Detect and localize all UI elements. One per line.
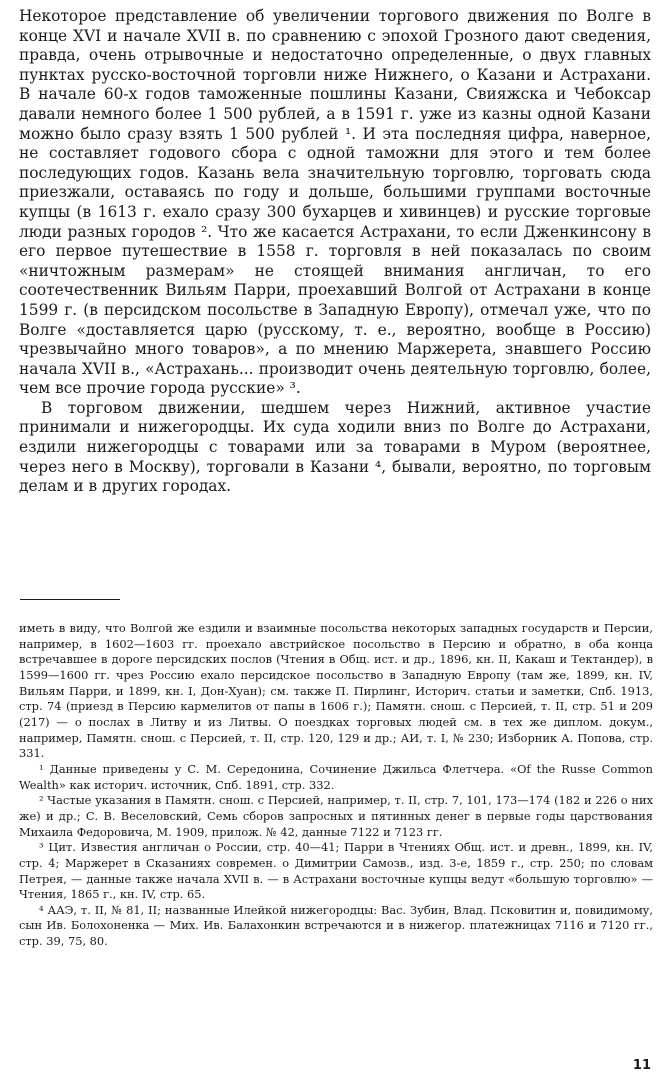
footnote-4: ⁴ ААЭ, т. II, № 81, II; названные Илейкой нижегородцы: Вас. Зубин, Влад. Псковитин и, повидимому, сын Ив. Болохоненка — Мих. Ив. Балахонкин встречаются и в нижегор. платежницах 7116 и 7120 гг., стр. 39, 75, 80. [19,902,653,949]
footnote-1: ¹ Данные приведены у С. М. Середонина, Сочинение Джильса Флетчера. «Of the Russe Common Wealth» как историч. источник, Спб. 1891, стр. 332. [19,761,653,792]
footnote-2: ² Частые указания в Памятн. снош. с Персией, например, т. II, стр. 7, 101, 173—174 (182 и 226 о них же) и др.; С. В. Веселовский, Семь сборов запросных и пятинных денег в первые годы царствования Михаила Федоровича, М. 1909, прилож. № 42, данные 7122 и 7123 гг. [19,793,653,839]
footnotes [19,621,653,950]
main-text [19,7,651,497]
paragraph-1: Некоторое представление об увеличении торгового движения по Волге в конце XVI и начале XVII в. по сравнению с эпохой Грозного дают сведения, правда, очень отрывочные и недостаточно определенные, о двух главных пунктах русско-восточной торговли ниже Нижнего, о Казани и Астрахани. В начале 60-х годов таможенные пошлины Казани, Свияжска и Чебоксар давали немного более 1 500 рублей, а в 1591 г. уже из казны одной Казани можно было сразу взять 1 500 рублей ¹. И эта последняя цифра, наверное, не составляет годового сбора с одной таможни для этого и тем более последующих годов. Казань вела значительную торговлю, торговать сюда приезжали, оставаясь по году и дольше, большими группами восточные купцы (в 1613 г. ехало сразу 300 бухарцев и хивинцев) и русские торговые люди разных городов ². Что же касается Астрахани, то если Дженкинсону в его первое путешествие в 1558 г. торговля в ней показалась по своим «ничтожным размерам» не стоящей внимания англичан, то его соотечественник Вильям Парри, проехавший Волгой от Астрахани в конце 1599 г. (в персидском посольстве в Западную Европу), отмечал уже, что по Волге «доставляется царю (русскому, т. е., вероятно, вообще в Россию) чрезвычайно много товаров», а по мнению Маржерета, знавшего Россию начала XVII в., «Астрахань... производит очень деятельную торговлю, более, чем все прочие города русские» ³. [19,7,651,398]
paragraph-2: В торговом движении, шедшем через Нижний, активное участие принимали и нижегородцы. Их суда ходили вниз по Волге до Астрахани, ездили нижегородцы с товарами или за товарами в Муром (вероятнее, через него в Москву), торговали в Казани ⁴, бывали, вероятно, по торговым делам и в других городах. [19,398,651,496]
footnote-3: ³ Цит. Известия англичан о России, стр. 40—41; Парри в Чтениях Общ. ист. и древн., 1899, кн. IV, стр. 4; Маржерет в Сказаниях современ. о Димитрии Самозв., изд. 3-е, 1859 г., стр. 250; по словам Петрея, — данные также начала XVII в. — в Астрахани восточные купцы ведут «большую торговлю» — Чтения, 1865 г., кн. IV, стр. 65. [19,840,653,902]
footnote-separator [20,599,120,600]
footnote-continuation: иметь в виду, что Волгой же ездили и взаимные посольства некоторых западных государств и Персии, например, в 1602—1603 гг. проехало австрийское посольство в Персию и обратно, в оба конца встречавшее в дороге персидских послов (Чтения в Общ. ист. и др., 1896, кн. II, Какаш и Тектандер), в 1599—1600 гг. чрез Россию ехало персидское посольство в Западную Европу (там же, 1899, кн. IV, Вильям Парри, и 1899, кн. I, Дон-Хуан); см. также П. Пирлинг, Историч. статьи и заметки, Спб. 1913, стр. 74 (приезд в Персию кармелитов от папы в 1606 г.); Памятн. снош. с Персией, т. II, стр. 51 и 209 (217) — о послах в Литву и из Литвы. О поездках торговых людей см. в тех же диплом. докум., например, Памятн. снош. с Персией, т. II, стр. 120, 129 и др.; АИ, т. I, № 230; Изборник А. Попова, стр. 331. [19,621,653,761]
page-number: 11 [632,1058,651,1073]
